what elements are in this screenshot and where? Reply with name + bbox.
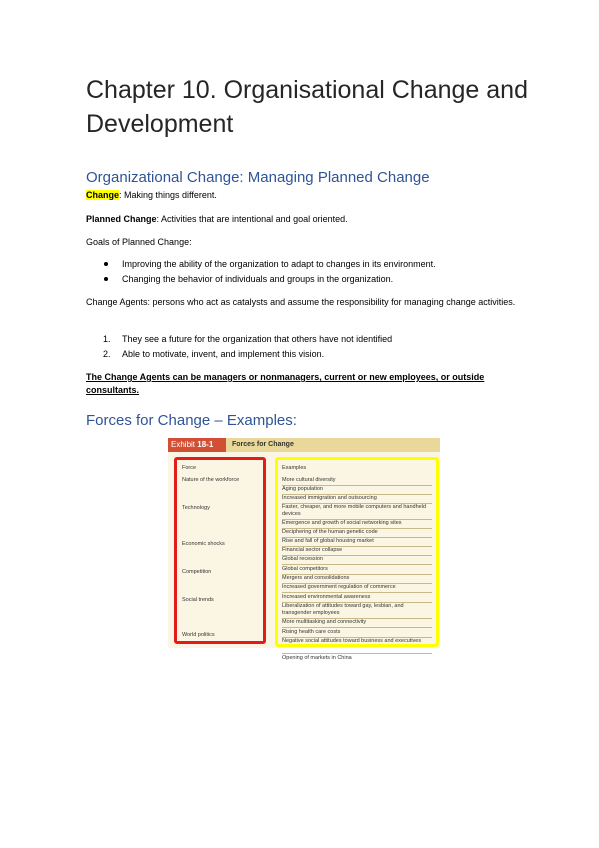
bullet-icon [104,277,108,281]
example-item: Financial sector collapse [282,547,343,553]
force-label: Nature of the workforce [182,477,240,483]
goal-text: Changing the behavior of individuals and groups in the organization. [122,274,394,284]
agent-points-list [100,333,392,363]
chapter-title: Chapter 10. Organisational Change and Development [86,76,528,138]
example-item: Increased government regulation of commerce [282,584,396,590]
force-label: Competition [182,569,212,575]
agents-note-text: The Change Agents can be managers or nonmanagers, current or new employees, or outside consultants. [86,372,485,395]
example-item: Increased environmental awareness [282,594,371,600]
goals-label: Goals of Planned Change: [86,237,192,247]
change-def: : Making things different. [119,190,217,200]
list-item [100,348,392,363]
row-divider [282,653,432,654]
planned-change-definition [86,213,516,226]
exhibit-tag [168,438,226,452]
bullet-icon [104,262,108,266]
section-heading-planned-change: Organizational Change: Managing Planned Change [86,169,430,186]
col-header-force: Force [182,465,197,471]
section-heading-forces: Forces for Change – Examples: [86,412,297,429]
planned-def: : Activities that are intentional and goal oriented. [156,214,348,224]
force-label: Social trends [182,597,214,603]
change-agents-paragraph: Change Agents: persons who act as catalysts and assume the responsibility for managing change activities. [86,297,516,307]
list-number: 2. [103,349,111,359]
goals-list [100,258,436,288]
force-label: World politics [182,632,215,638]
example-item: Opening of markets in China [282,655,352,661]
example-item: Global competitors [282,566,328,572]
example-item: Faster, cheaper, and more mobile computers and handheld devices [282,504,427,517]
example-item: More cultural diversity [282,477,336,483]
planned-term: Planned Change [86,214,157,224]
goal-text: Improving the ability of the organization to adapt to changes in its environment. [122,259,436,269]
example-item: Mergers and consolidations [282,575,350,581]
exhibit-title: Forces for Change [232,441,294,448]
row-divider [282,627,432,628]
example-item: Global recession [282,556,323,562]
example-item: Increased immigration and outsourcing [282,495,377,501]
example-item: Negative social attitudes toward business and executives [282,638,422,644]
example-item: Liberalization of attitudes toward gay, lesbian, and transgender employees [282,603,404,616]
example-item: Aging population [282,486,323,492]
example-item: Rise and fall of global housing market [282,538,374,544]
example-item: Deciphering of the human genetic code [282,529,378,535]
force-label: Technology [182,505,210,511]
change-term: Change [86,190,120,200]
exhibit-tag-prefix: Exhibit [171,440,196,449]
list-item [100,333,392,348]
force-label: Economic shocks [182,541,225,547]
exhibit-tag-number: 18-1 [197,440,214,449]
list-item [100,258,436,273]
row-divider [282,592,432,593]
list-item [100,273,436,288]
list-number: 1. [103,334,111,344]
example-item: More multitasking and connectivity [282,619,367,625]
agent-point-text: Able to motivate, invent, and implement this vision. [122,349,325,359]
row-divider [282,564,432,565]
change-agents-note [86,371,516,397]
example-item: Rising health care costs [282,629,341,635]
exhibit-header [168,438,440,452]
agent-point-text: They see a future for the organization that others have not identified [122,334,393,344]
col-header-examples: Examples [282,465,307,471]
change-definition [86,189,516,202]
force-column-highlight [174,457,266,644]
example-item: Emergence and growth of social networking sites [282,520,402,526]
